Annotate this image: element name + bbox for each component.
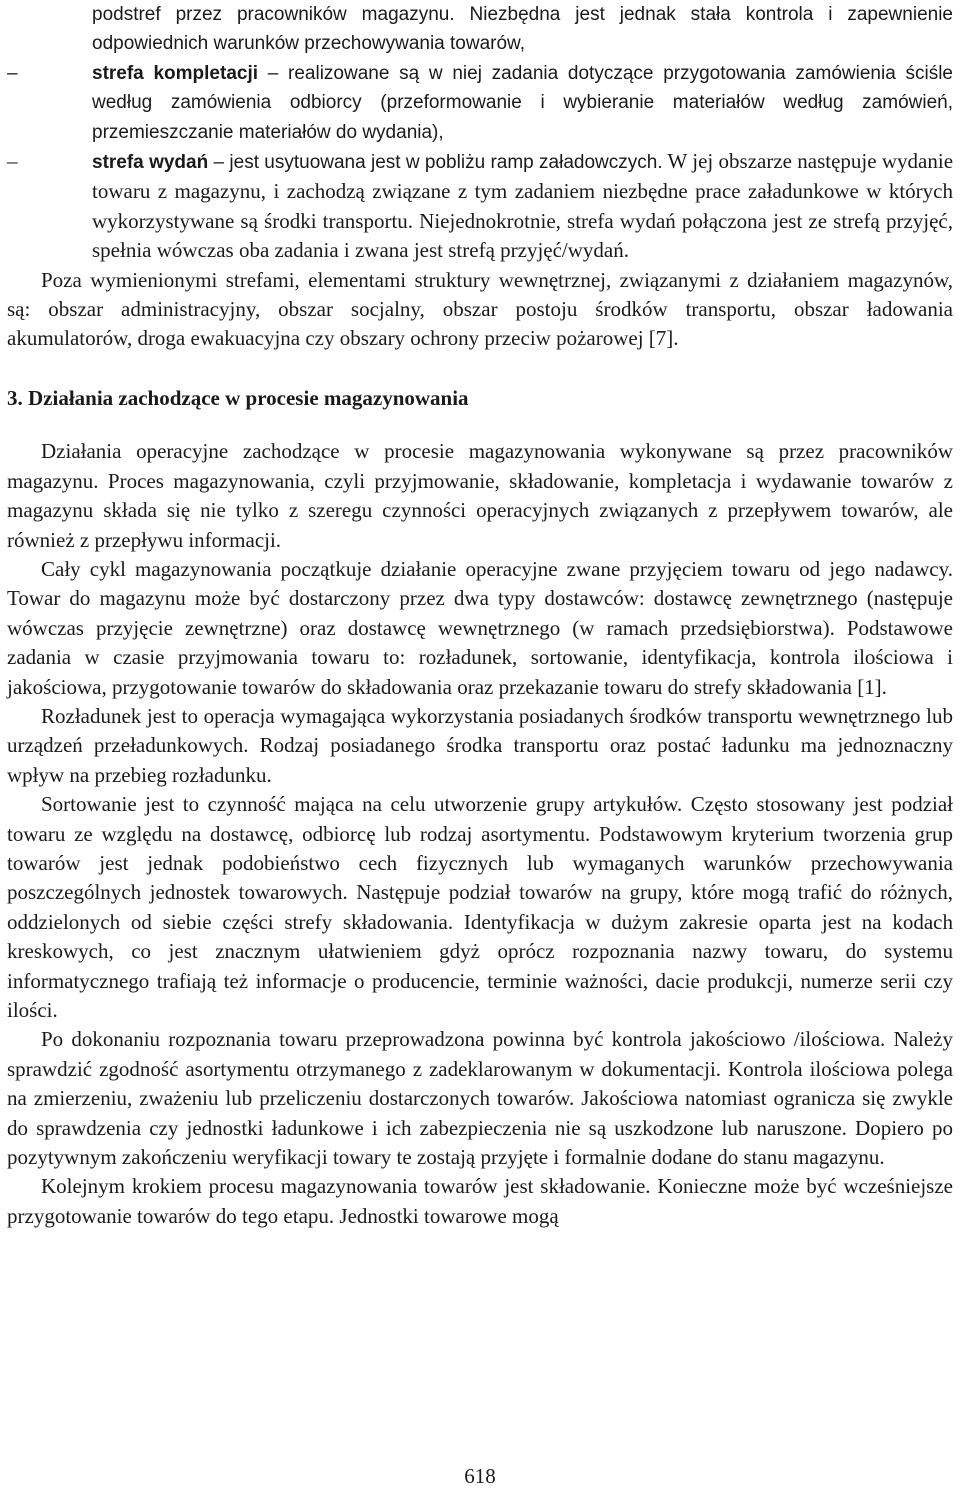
zones-list-block [7, 0, 953, 266]
term-strefa-wydan: strefa wydań [92, 152, 209, 174]
list-item-text-sans: – jest usytuowana jest w pobliżu ramp załadowczych. [208, 152, 663, 174]
list-item-text: – realizowane są w niej zadania dotyczące przygotowania zamówienia ściśle według zamówienia odbiorcy (przeformowanie i wybieranie materiałów według zamówień, przemieszczanie materiałów do wydania), [92, 62, 953, 143]
list-item-strefa-kompletacji [7, 59, 953, 147]
list-item-strefa-wydan [7, 147, 954, 266]
list-continuation-text: podstref przez pracowników magazynu. Niezbędna jest jednak stała kontrola i zapewnienie odpowiednich warunków przechowywania towarów, [92, 4, 953, 55]
term-strefa-kompletacji: strefa kompletacji [92, 62, 259, 84]
section-heading: 3. Działania zachodzące w procesie magazynowania [7, 385, 469, 410]
list-item-text-serif: W jej obszarze następuje wydanie towaru z magazynu, i zachodzą związane z tym zadaniem niezbędne prace załadunkowe w których wykorzystywane są środki transportu. Niejednokrotnie, strefa wydań połączona jest ze strefą przyjęć, spełnia wówczas oba zadania i zwana jest strefą przyjęć/wydań. [92, 149, 954, 263]
paragraph: Kolejnym krokiem procesu magazynowania towarów jest składowanie. Konieczne może być wcześniejsze przygotowanie towarów do tego etapu. Jednostki towarowe mogą [7, 1174, 953, 1228]
paragraph: Działania operacyjne zachodzące w procesie magazynowania wykonywane są przez pracowników magazynu. Proces magazynowania, czyli przyjmowanie, składowanie, kompletacja i wydawanie towarów z magazynu składa się nie tylko z szeregu czynności operacyjnych związanych z przepływem towarów, ale również z przepływu informacji. [7, 439, 953, 552]
page-number: 618 [464, 1464, 496, 1488]
list-dash: – [7, 62, 18, 84]
paragraph: Cały cykl magazynowania początkuje działanie operacyjne zwane przyjęciem towaru od jego nadawcy. Towar do magazynu może być dostarczony przez dwa typy dostawców: dostawcę zewnętrznego (następuje wówczas przyjęcie zewnętrzne) oraz dostawcę wewnętrznego (w ramach przedsiębiorstwa). Podstawowe zadania w czasie przyjmowania towaru to: rozładunek, sortowanie, identyfikacja, kontrola ilościowa i jakościowa, przygotowanie towarów do składowania oraz przekazanie towaru do strefy składowania [1]. [7, 556, 953, 699]
paragraph-poza: Poza wymienionymi strefami, elementami struktury wewnętrznej, związanymi z działaniem magazynów, są: obszar administracyjny, obszar socjalny, obszar postoju środków transportu, obszar ładowania akumulatorów, droga ewakuacyjna czy obszary ochrony przeciw pożarowej [7]. [7, 267, 953, 351]
list-dash: – [7, 149, 18, 174]
paragraph: Po dokonaniu rozpoznania towaru przeprowadzona powinna być kontrola jakościowo /ilościowa. Należy sprawdzić zgodność asortymentu otrzymanego z zadeklarowanym w dokumentacji. Kontrola ilościowa polega na zmierzeniu, zważeniu lub przeliczeniu dostarczonych towarów. Jakościowa natomiast ogranicza się zwykle do sprawdzenia czy jednostki ładunkowe i ich zabezpieczenia nie są uszkodzone lub naruszone. Dopiero po pozytywnym zakończeniu weryfikacji towary te zostają przyjęte i formalnie dodane do stanu magazynu. [7, 1027, 953, 1170]
document-page [7, 0, 953, 1231]
paragraph: Sortowanie jest to czynność mająca na celu utworzenie grupy artykułów. Często stosowany jest podział towaru ze względu na dostawcę, odbiorcę lub rodzaj asortymentu. Podstawowym kryterium tworzenia grup towarów jest jednak podobieństwo cech fizycznych lub wymaganych warunków przechowywania poszczególnych jednostek towarowych. Następuje podział towarów na grupy, które mogą trafić do różnych, oddzielonych od siebie części strefy składowania. Identyfikacja w dużym zakresie oparta jest na kodach kreskowych, co jest znacznym ułatwieniem gdyż oprócz rozpoznania nazwy towaru, do systemu informatycznego trafiają też informacje o producencie, terminie ważności, dacie produkcji, numerze serii czy ilości. [7, 792, 953, 1022]
paragraph: Rozładunek jest to operacja wymagająca wykorzystania posiadanych środków transportu wewnętrznego lub urządzeń przeładunkowych. Rodzaj posiadanego środka transportu oraz postać ładunku ma jednoznaczny wpływ na przebieg rozładunku. [7, 703, 953, 787]
